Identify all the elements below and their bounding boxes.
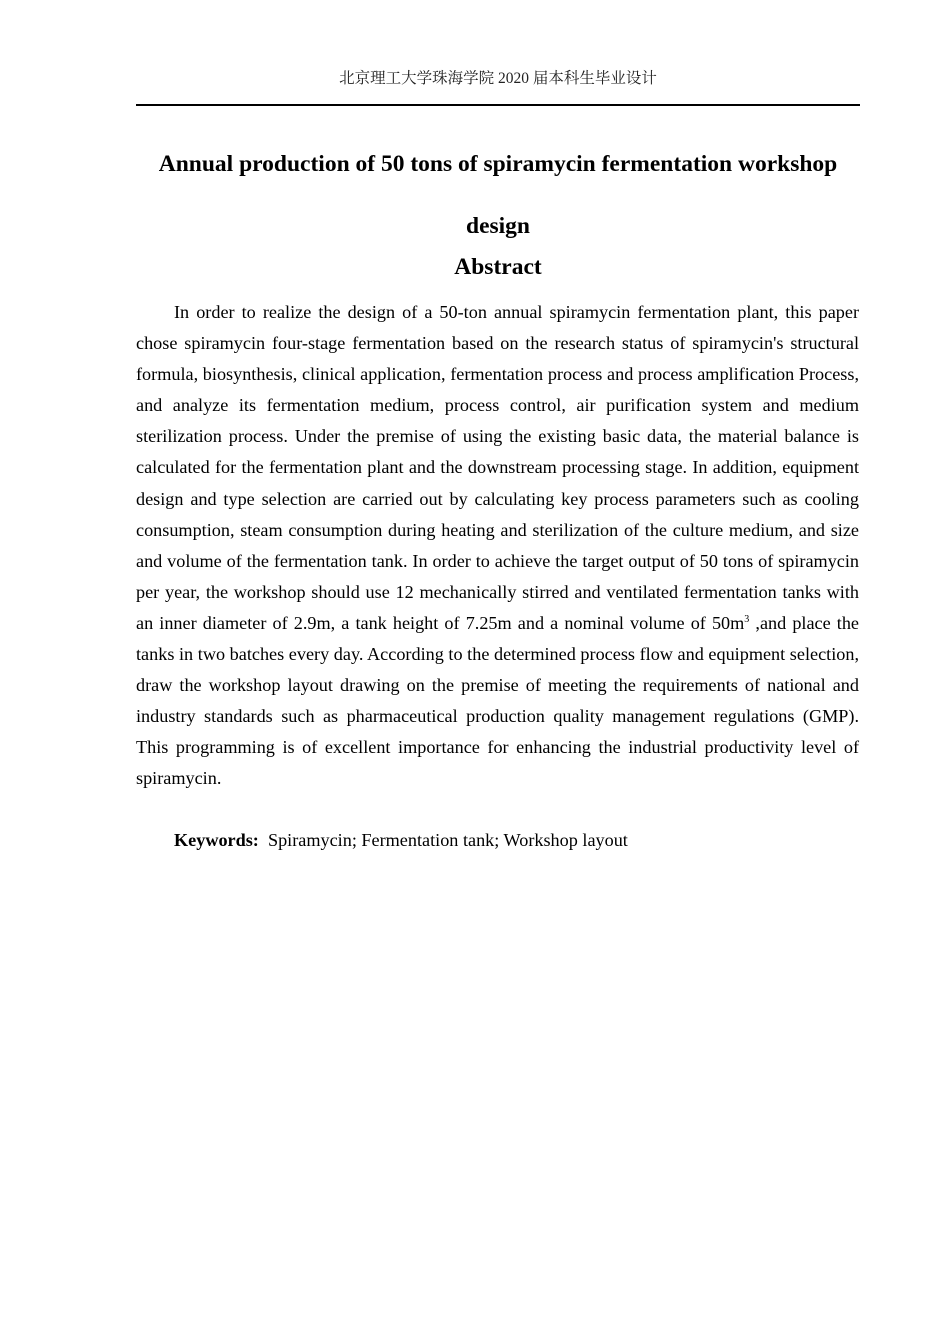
running-header: 北京理工大学珠海学院 2020 届本科生毕业设计 — [339, 70, 657, 87]
paper-title-line-2: design — [466, 213, 530, 239]
header-divider — [136, 104, 860, 106]
abstract-body — [136, 297, 859, 795]
abstract-heading: Abstract — [454, 254, 542, 280]
keywords-label: Keywords: — [174, 830, 259, 850]
paper-title — [136, 133, 860, 257]
cubic-superscript: 3 — [744, 613, 750, 625]
abstract-text-part-1: In order to realize the design of a 50-ton annual spiramycin fermentation plant, this paper chose spiramycin four-stage fermentation based on the research status of spiramycin's structural formula, biosynthesis, clinical application, fermentation process and process amplification Process, and analyze its fermentation medium, process control, air purification system and medium sterilization process. Under the premise of using the existing basic data, the material balance is calculated for the fermentation plant and the downstream processing stage. In addition, equipment design and type selection are carried out by calculating key process parameters such as cooling consumption, steam consumption during heating and sterilization of the culture medium, and size and volume of the fermentation tank. In order to achieve the target output of 50 tons of spiramycin per year, the workshop should use 12 mechanically stirred and ventilated fermentation tanks with an inner diameter of 2.9m, a tank height of 7.25m and a nominal volume of 50m — [136, 302, 859, 633]
keywords-line — [174, 825, 860, 856]
keywords-value: Spiramycin; Fermentation tank; Workshop layout — [267, 830, 628, 850]
paper-title-line-1: Annual production of 50 tons of spiramycin fermentation workshop — [158, 151, 838, 177]
abstract-text-part-2: ,and place the tanks in two batches every day. According to the determined process flow and equipment selection, draw the workshop layout drawing on the premise of meeting the requirements of national and industry standards such as pharmaceutical production quality management regulations (GMP). This programming is of excellent importance for enhancing the industrial productivity level of spiramycin. — [136, 612, 860, 789]
